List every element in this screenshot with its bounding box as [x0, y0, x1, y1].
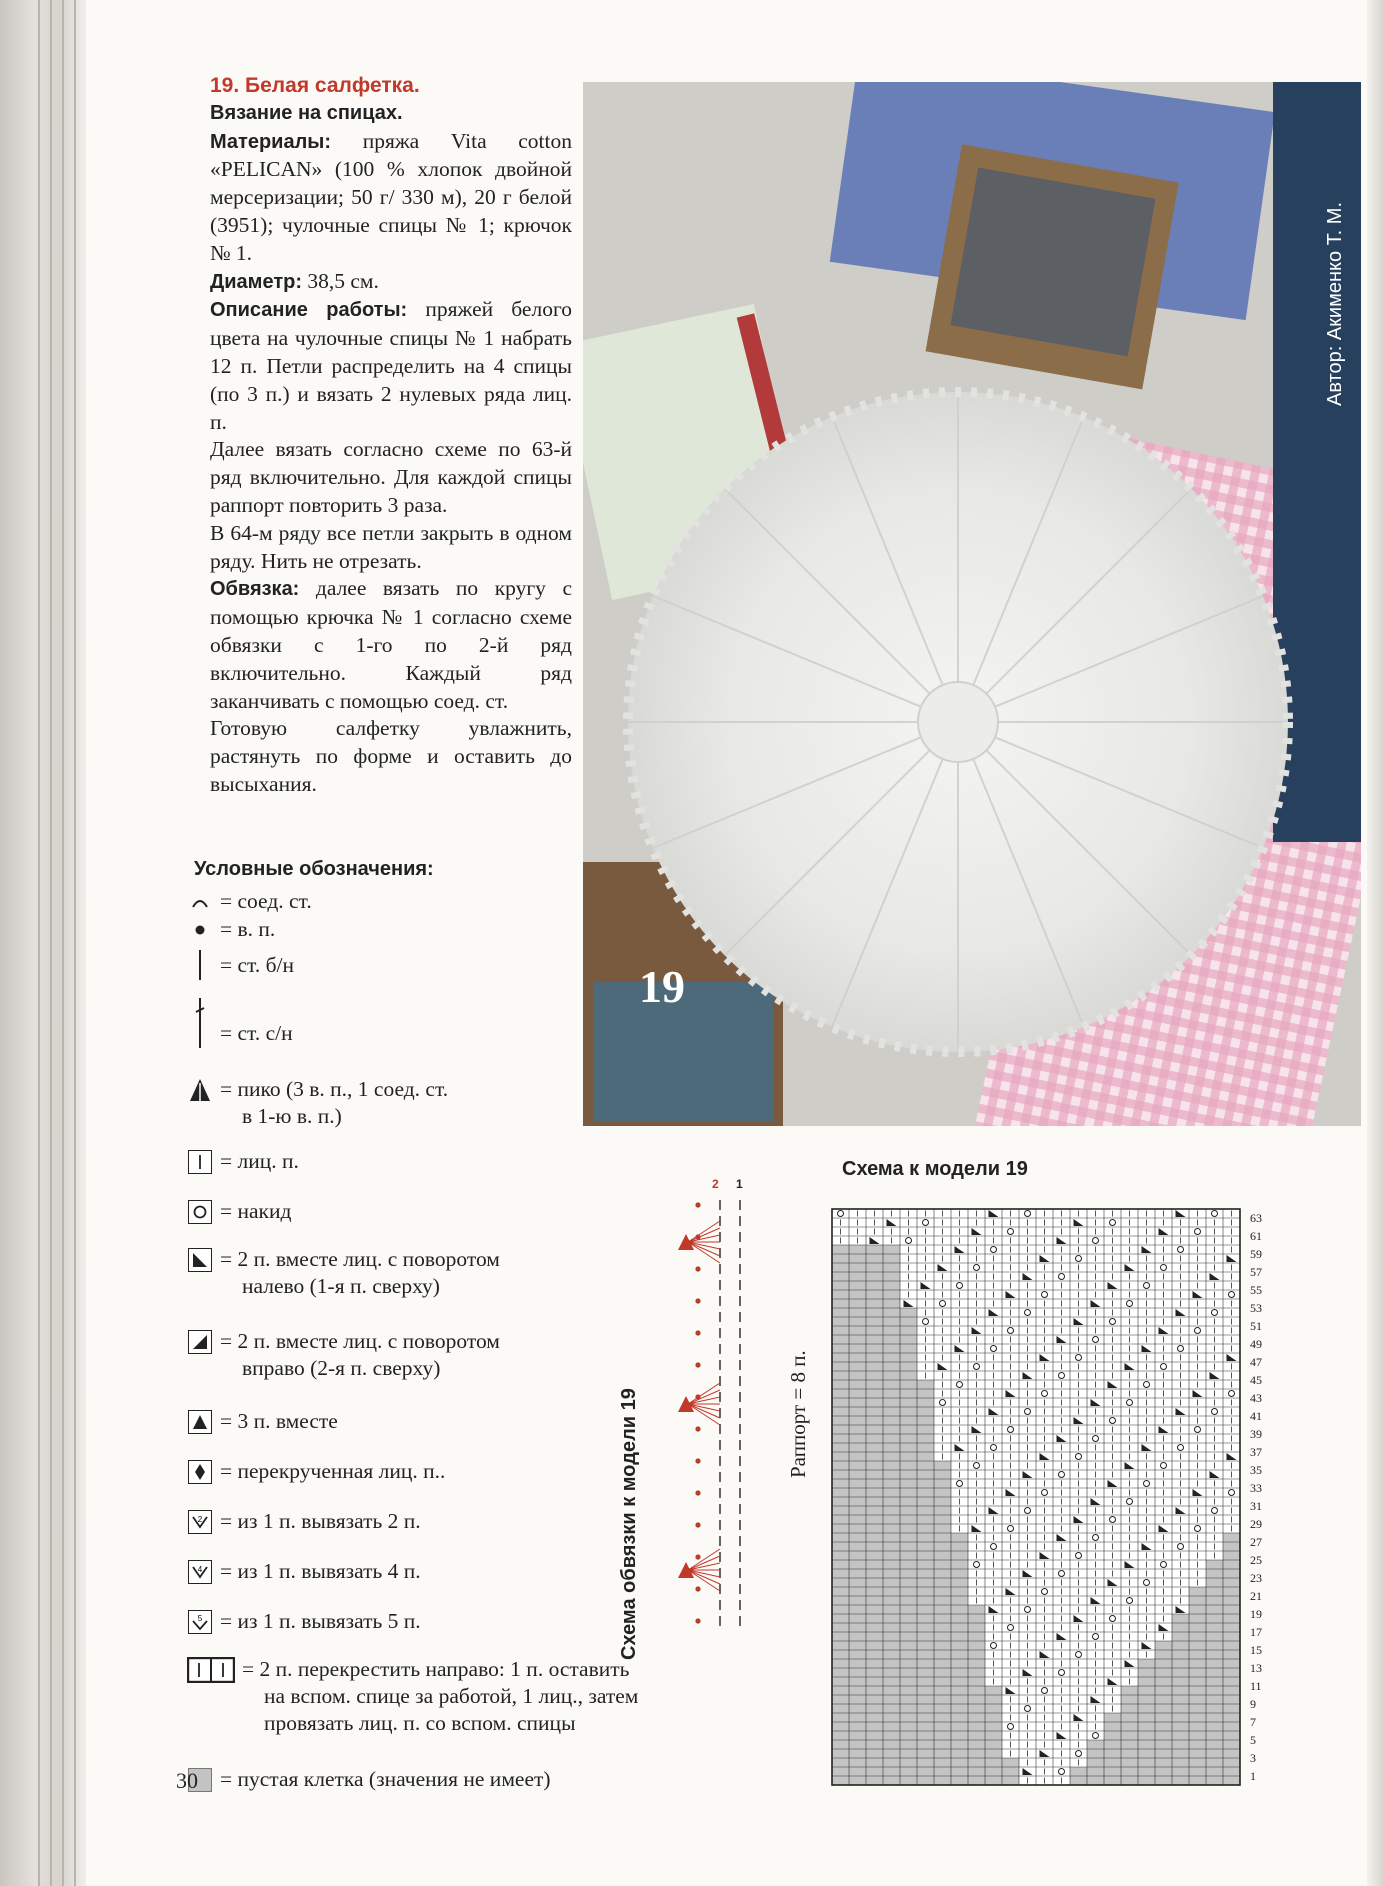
row-number: 21: [1250, 1589, 1262, 1603]
row-number: 19: [1250, 1607, 1262, 1621]
legend-item: = соед. ст.: [186, 888, 312, 916]
row-number: 41: [1250, 1409, 1262, 1423]
edging-chain: [695, 1490, 700, 1495]
legend-item: = ст. с/н: [186, 996, 293, 1050]
edging-chain: [695, 1298, 700, 1303]
slip-stitch-icon: [186, 888, 214, 916]
edging-fan-line: [688, 1556, 720, 1570]
row-number: 7: [1250, 1715, 1256, 1729]
photo-author: Автор: Акименко Т. М.: [1324, 202, 1346, 406]
svg-text:5: 5: [197, 1614, 203, 1623]
inc-2-icon: [186, 1508, 214, 1536]
row-number: 17: [1250, 1625, 1262, 1639]
svg-text:2: 2: [197, 1515, 203, 1524]
twisted-knit-icon: [186, 1458, 214, 1486]
edging-fan-line: [688, 1228, 720, 1242]
svg-text:4: 4: [197, 1565, 203, 1574]
legend-item: = пустая клетка (значения не имеет): [186, 1766, 551, 1794]
page-edge: [1367, 0, 1383, 1886]
book-binding: [0, 0, 86, 1886]
knitting-chart: [830, 1207, 1300, 1802]
cross-right-icon: [186, 1656, 236, 1684]
instructions-column: [210, 72, 572, 799]
doily-photo: [583, 82, 1361, 1126]
row-number: 3: [1250, 1751, 1256, 1765]
row-number: 31: [1250, 1499, 1262, 1513]
materials-paragraph: [210, 128, 572, 268]
diameter-paragraph: [210, 268, 572, 297]
edging-paragraph: [210, 575, 572, 715]
row-number: 63: [1250, 1211, 1262, 1225]
row-number: 29: [1250, 1517, 1262, 1531]
k2tog-right-icon: [186, 1328, 214, 1356]
edging-row-label: 1: [736, 1177, 743, 1191]
row-number: 9: [1250, 1697, 1256, 1711]
work-paragraph: [210, 296, 572, 436]
edging-chain: [695, 1330, 700, 1335]
row-number: 53: [1250, 1301, 1262, 1315]
work-label: Описание работы:: [210, 299, 408, 322]
row-number: 57: [1250, 1265, 1262, 1279]
double-crochet-icon: [186, 996, 214, 1050]
row-number: 47: [1250, 1355, 1262, 1369]
knit-icon: [186, 1148, 214, 1176]
article-title: 19. Белая салфетка.: [210, 74, 420, 97]
row-number: 43: [1250, 1391, 1262, 1405]
k3tog-icon: [186, 1408, 214, 1436]
rapport-label: Раппорт = 8 п.: [786, 1350, 810, 1478]
legend-item: = 3 п. вместе: [186, 1408, 338, 1436]
legend-item: = 2 п. перекрестить направо: 1 п. оставить на вспом. спице за работой, 1 лиц., затем провязать лиц. п. со вспом. спицы: [186, 1656, 638, 1737]
work-paragraph-3: В 64-м ряду все петли закрыть в одном ряду. Нить не отрезать.: [210, 520, 572, 573]
row-number: 55: [1250, 1283, 1262, 1297]
legend-item: = 2 п. вместе лиц. с поворотом налево (1-я п. сверху): [186, 1246, 500, 1300]
diameter-label: Диаметр:: [210, 270, 302, 293]
edging-schema: [676, 1172, 746, 1642]
edging-chain: [695, 1426, 700, 1431]
diameter-text: 38,5 см.: [307, 268, 379, 293]
legend-item: = перекрученная лиц. п..: [186, 1458, 445, 1486]
edging-chain: [695, 1202, 700, 1207]
photo-number: 19: [639, 961, 685, 1012]
edging-label: Обвязка:: [210, 578, 300, 601]
edging-row-label: 2: [712, 1177, 719, 1191]
row-number: 27: [1250, 1535, 1262, 1549]
single-crochet-icon: [186, 948, 214, 982]
legend-item: 2 = из 1 п. вывязать 2 п.: [186, 1508, 421, 1536]
row-number: 35: [1250, 1463, 1262, 1477]
legend-item: 5 = из 1 п. вывязать 5 п.: [186, 1608, 421, 1636]
legend-item: = пико (3 в. п., 1 соед. ст. в 1-ю в. п.): [186, 1076, 448, 1130]
row-number: 15: [1250, 1643, 1262, 1657]
legend-item: 4 = из 1 п. вывязать 4 п.: [186, 1558, 421, 1586]
edging-chain: [695, 1266, 700, 1271]
chain-stitch-icon: [186, 916, 214, 944]
row-number: 37: [1250, 1445, 1262, 1459]
legend-item: = лиц. п.: [186, 1148, 299, 1176]
row-number: 11: [1250, 1679, 1262, 1693]
edging-chain: [695, 1458, 700, 1463]
materials-label: Материалы:: [210, 130, 332, 153]
edging-fan-line: [688, 1390, 720, 1404]
edging-chain: [695, 1586, 700, 1591]
edging-chain: [695, 1618, 700, 1623]
finish-paragraph: Готовую салфетку увлажнить, растянуть по форме и оставить до высыхания.: [210, 716, 572, 796]
row-number: 33: [1250, 1481, 1262, 1495]
row-number: 49: [1250, 1337, 1262, 1351]
row-number: 25: [1250, 1553, 1262, 1567]
page-number: 30: [176, 1768, 198, 1793]
inc-5-icon: [186, 1608, 214, 1636]
edging-chain: [695, 1554, 700, 1559]
row-number: 5: [1250, 1733, 1256, 1747]
edging-schema-title: Схема обвязки к модели 19: [618, 1388, 640, 1660]
yarn-over-icon: [186, 1198, 214, 1226]
row-number: 61: [1250, 1229, 1262, 1243]
k2tog-left-icon: [186, 1246, 214, 1274]
row-number: 51: [1250, 1319, 1262, 1333]
legend-title: Условные обозначения:: [194, 858, 434, 880]
row-number: 45: [1250, 1373, 1262, 1387]
row-number: 13: [1250, 1661, 1262, 1675]
materials-text: пряжа Vita cotton «PELICAN» (100 % хлопок двойной мерсеризации; 50 г/ 330 м), 20 г белой (3951); чулочные спицы № 1; крючок № 1.: [210, 128, 572, 265]
row-number: 59: [1250, 1247, 1262, 1261]
edging-text: далее вязать по кругу с помощью крючка № 1 согласно схеме обвязки с 1-го по 2-й ряд включительно. Каждый ряд заканчивать с помощью соед. ст.: [210, 576, 573, 713]
schema-title: Схема к модели 19: [842, 1158, 1028, 1180]
edging-chain: [695, 1362, 700, 1367]
work-paragraph-2: Далее вязать согласно схеме по 63-й ряд включительно. Для каждой спицы раппорт повторить 3 раза.: [210, 437, 572, 517]
legend-item: = ст. б/н: [186, 948, 294, 982]
row-number: 39: [1250, 1427, 1262, 1441]
legend-item: = накид: [186, 1198, 291, 1226]
work-text: пряжей белого цвета на чулочные спицы № 1 набрать 12 п. Петли распределить на 4 спицы (по 3 п.) и вязать 2 нулевых ряда лиц. п.: [210, 297, 572, 434]
article-subtitle: Вязание на спицах.: [210, 101, 403, 124]
inc-4-icon: [186, 1558, 214, 1586]
row-number: 1: [1250, 1769, 1256, 1783]
legend-item: = в. п.: [186, 916, 275, 944]
picot-icon: [186, 1076, 214, 1104]
row-number: 23: [1250, 1571, 1262, 1585]
edging-chain: [695, 1522, 700, 1527]
legend-item: = 2 п. вместе лиц. с поворотом вправо (2-я п. сверху): [186, 1328, 500, 1382]
